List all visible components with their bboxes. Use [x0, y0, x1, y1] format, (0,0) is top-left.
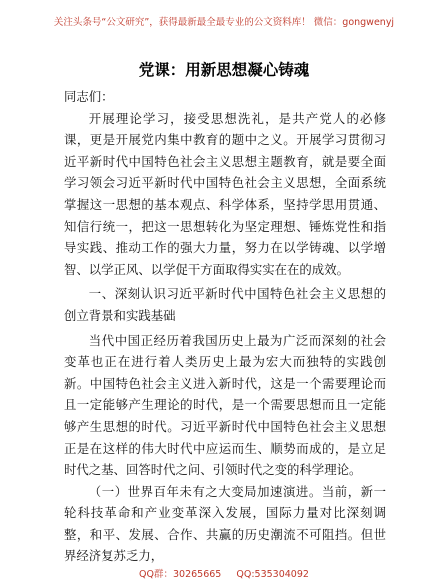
- paragraph-subsection-1: （一）世界百年未有之大变局加速演进。当前，新一轮科技革命和产业变革深入发展，国际力量对比深刻调整，和平、发展、合作、共赢的历史潮流不可阻挡。但世界经济复苏乏力，: [64, 483, 386, 564]
- document-title: 党课：用新思想凝心铸魂: [138, 61, 310, 79]
- paragraph-section-1: 当代中国正经历着我国历史上最为广泛而深刻的社会变革也正在进行着人类历史上最为宏大而独特的实践创新。中国特色社会主义进入新时代，这是一个需要理论而且一定能够产生理论的时代，是一个需要思想而且一定能够产生思想的时代。习近平新时代中国特色社会主义思想正是在这样的伟大时代中应运而生、顺势而成的，是立足时代之基、回答时代之问、引领时代之变的科学理论。: [64, 332, 386, 478]
- document-body: [64, 86, 386, 567]
- header-promo-note: 关注头条号“公文研究”，获得最新最全最专业的公文资料库！ 微信：gongwenyj: [53, 17, 395, 28]
- section-heading-1: 一、深刻认识习近平新时代中国特色社会主义思想的创立背景和实践基础: [64, 286, 386, 323]
- paragraph-intro: 开展理论学习，接受思想洗礼，是共产党人的必修课，更是开展党内集中教育的题中之义。开展学习贯彻习近平新时代中国特色社会主义思想主题教育，就是要全面学习领会习近平新时代中国特色社会主义思想，全面系统掌握这一思想的基本观点、科学体系，坚持学思用贯通、知信行统一，把这一思想转化为坚定理想、锤炼党性和指导实践、推动工作的强大力量，努力在以学铸魂、以学增智、以学正风、以学促干方面取得实实在在的成效。: [64, 110, 386, 277]
- salutation: 同志们：: [64, 89, 114, 104]
- footer-contact-note: QQ群：30265665 QQ:535304092: [139, 569, 309, 580]
